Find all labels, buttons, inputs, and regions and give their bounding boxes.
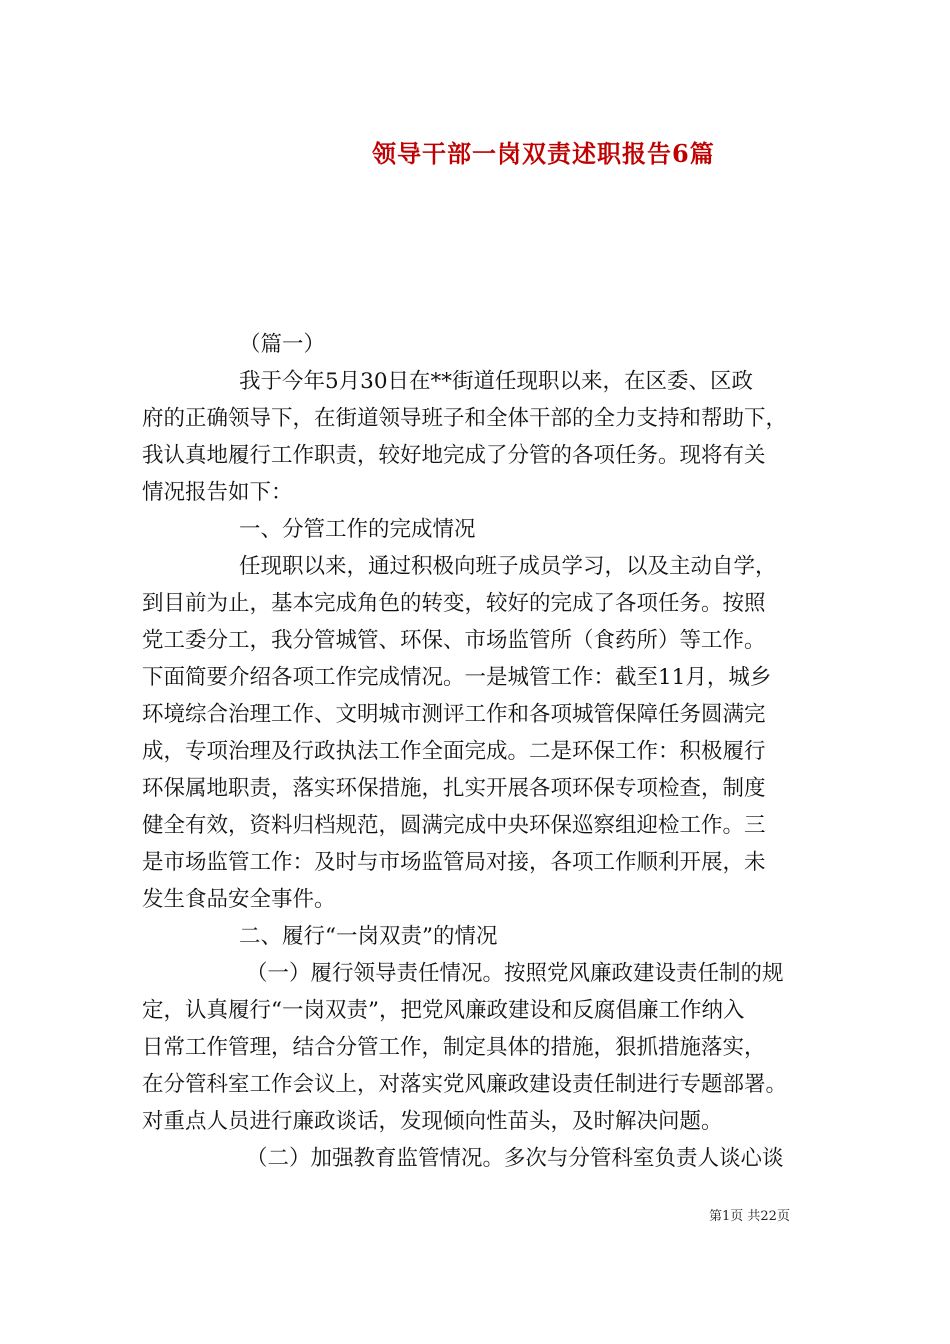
document-body xyxy=(142,326,814,1177)
text-line: 对重点人员进行廉政谈话，发现倾向性苗头，及时解决问题。 xyxy=(142,1109,723,1134)
text-line: （二）加强教育监管情况。多次与分管科室负责人谈心谈 xyxy=(246,1146,784,1171)
text-line: 情况报告如下： xyxy=(142,480,293,505)
text-line: 任现职以来，通过积极向班子成员学习，以及主动自学， xyxy=(239,554,777,579)
document-title: 领导干部一岗双责述职报告6篇 xyxy=(372,139,715,168)
text-line: 成，专项治理及行政执法工作全面完成。二是环保工作：积极履行 xyxy=(142,739,766,764)
text-line: 日常工作管理，结合分管工作，制定具体的措施，狠抓措施落实， xyxy=(142,1035,766,1060)
text-line: 发生食品安全事件。 xyxy=(142,887,336,912)
text-line: 府的正确领导下，在街道领导班子和全体干部的全力支持和帮助下， xyxy=(142,406,788,431)
text-line: 环保属地职责，落实环保措施，扎实开展各项环保专项检查，制度 xyxy=(142,776,766,801)
page-number: 第1页 共22页 xyxy=(709,1209,790,1224)
text-line: 是市场监管工作：及时与市场监管局对接，各项工作顺利开展，未 xyxy=(142,850,766,875)
text-line: 在分管科室工作会议上，对落实党风廉政建设责任制进行专题部署。 xyxy=(142,1072,788,1097)
section-heading: 一、分管工作的完成情况 xyxy=(239,517,476,542)
text-line: 党工委分工，我分管城管、环保、市场监管所（食药所）等工作。 xyxy=(142,628,766,653)
text-line: （一）履行领导责任情况。按照党风廉政建设责任制的规 xyxy=(246,961,784,986)
text-line: 我认真地履行工作职责，较好地完成了分管的各项任务。现将有关 xyxy=(142,443,766,468)
text-line: （篇一） xyxy=(239,332,326,357)
text-line: 定，认真履行“一岗双责”，把党风廉政建设和反腐倡廉工作纳入 xyxy=(142,998,745,1023)
text-line: 健全有效，资料归档规范，圆满完成中央环保巡察组迎检工作。三 xyxy=(142,813,766,838)
text-line: 我于今年5月30日在**街道任现职以来，在区委、区政 xyxy=(239,369,754,394)
text-line: 到目前为止，基本完成角色的转变，较好的完成了各项任务。按照 xyxy=(142,591,766,616)
text-line: 环境综合治理工作、文明城市测评工作和各项城管保障任务圆满完 xyxy=(142,702,766,727)
section-heading: 二、履行“一岗双责”的情况 xyxy=(239,924,498,949)
text-line: 下面简要介绍各项工作完成情况。一是城管工作：截至11月，城乡 xyxy=(142,665,772,690)
